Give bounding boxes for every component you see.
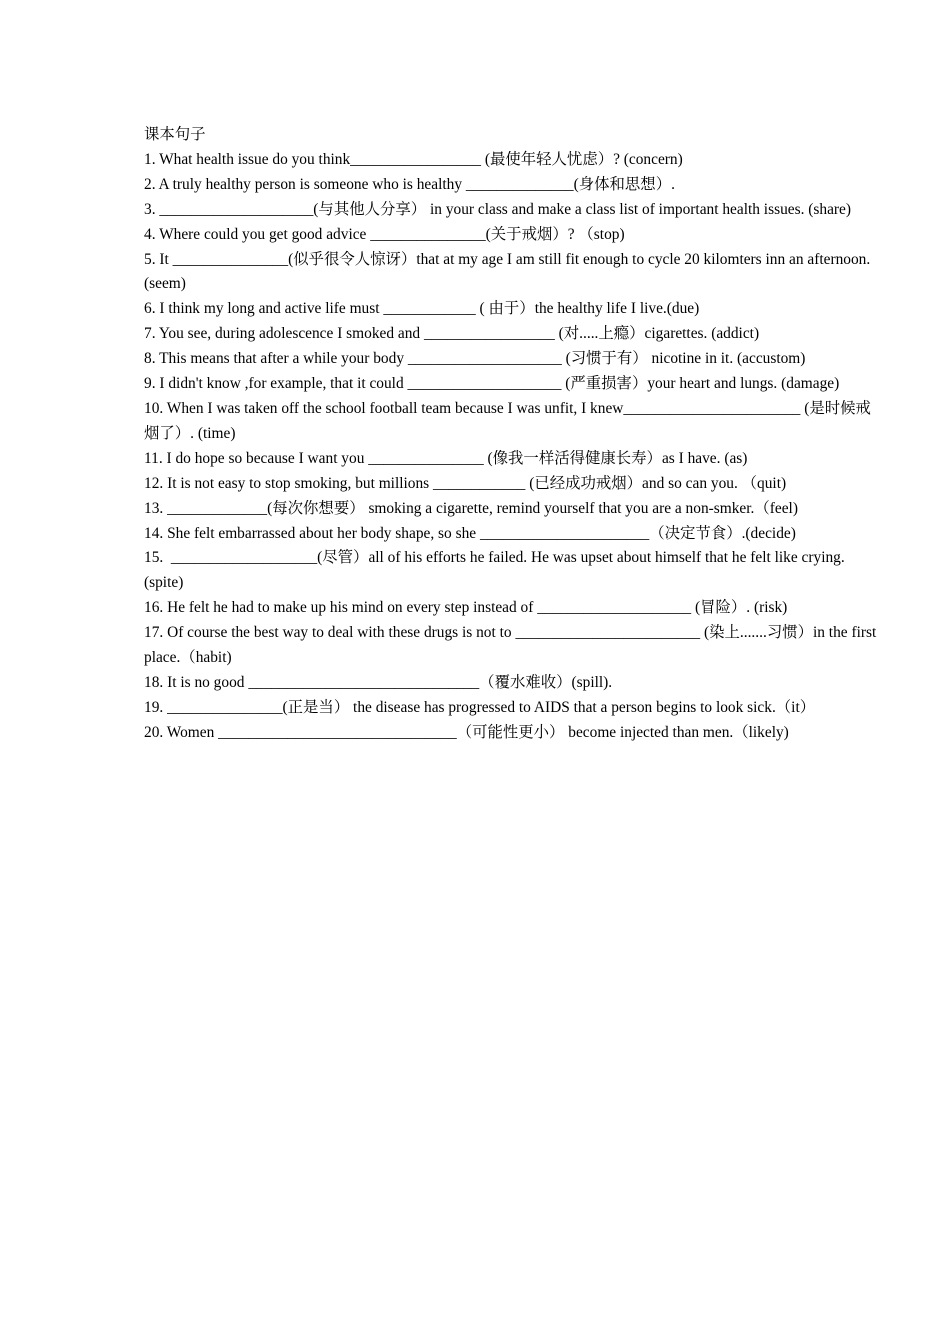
sentence-item: 11. I do hope so because I want you _______________ (像我一样活得健康长寿）as I have. (as)	[144, 449, 748, 467]
sentence-item: 15. ___________________(尽管）all of his efforts he failed. He was upset about himself that he felt like crying. (spite)	[144, 549, 849, 592]
sentence-item: 4. Where could you get good advice _______________(关于戒烟）? （stop)	[144, 225, 625, 243]
document-body	[144, 123, 884, 746]
sentence-item: 2. A truly healthy person is someone who is healthy ______________(身体和思想）.	[144, 175, 675, 193]
sentence-item: 16. He felt he had to make up his mind on every step instead of ____________________ (冒险）. (risk)	[144, 599, 788, 617]
sentence-item: 18. It is no good ______________________________（覆水难收）(spill).	[144, 673, 613, 691]
sentence-item: 12. It is not easy to stop smoking, but millions ____________ (已经成功戒烟）and so can you. （quit)	[144, 474, 787, 492]
sentence-item: 7. You see, during adolescence I smoked and _________________ (对.....上瘾）cigarettes. (addict)	[144, 325, 760, 343]
sentence-item: 14. She felt embarrassed about her body shape, so she ______________________（决定节食）.(decide)	[144, 524, 796, 542]
sentence-item: 19. _______________(正是当） the disease has progressed to AIDS that a person begins to look sick.（it）	[144, 698, 816, 716]
sentence-item: 6. I think my long and active life must ____________ ( 由于）the healthy life I live.(due)	[144, 300, 700, 318]
sentence-item: 9. I didn't know ,for example, that it could ____________________ (严重损害）your heart and lungs. (damage)	[144, 375, 840, 393]
sentence-item: 3. ____________________(与其他人分享） in your class and make a class list of important health issues. (share)	[144, 200, 851, 218]
section-heading: 课本句子	[144, 126, 206, 143]
sentence-item: 8. This means that after a while your body ____________________ (习惯于有） nicotine in it. (accustom)	[144, 350, 806, 368]
sentence-item: 10. When I was taken off the school football team because I was unfit, I knew_______________________ (是时候戒烟了）. (time)	[144, 399, 871, 442]
sentence-item: 5. It _______________(似乎很令人惊讶）that at my age I am still fit enough to cycle 20 kilomters inn an afternoon. (seem)	[144, 250, 875, 293]
sentence-item: 20. Women _______________________________（可能性更小） become injected than men.（likely)	[144, 723, 789, 741]
sentence-item: 13. _____________(每次你想要） smoking a cigarette, remind yourself that you are a non-smker.（feel)	[144, 499, 798, 517]
sentence-item: 1. What health issue do you think_________________ (最使年轻人忧虑）? (concern)	[144, 150, 683, 168]
sentence-item: 17. Of course the best way to deal with these drugs is not to ________________________ (染上.......习惯）in the first place.（habit)	[144, 624, 881, 667]
